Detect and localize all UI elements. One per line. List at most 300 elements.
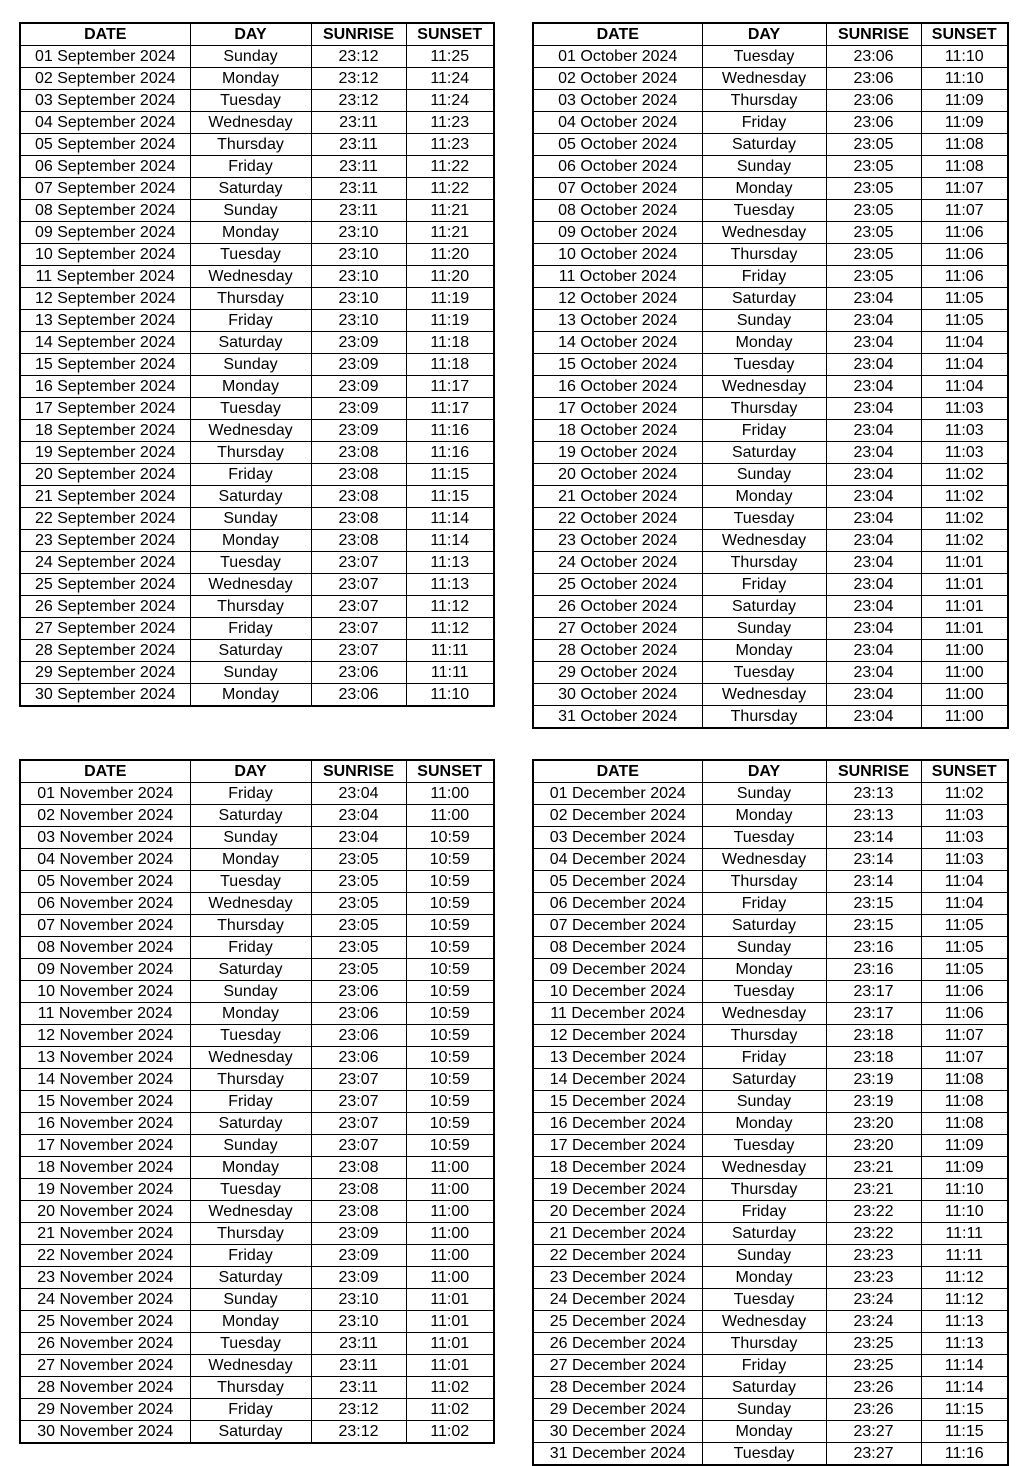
day-cell: Thursday	[702, 398, 826, 420]
date-cell: 03 November 2024	[20, 827, 190, 849]
sunrise-cell: 23:26	[826, 1399, 921, 1421]
day-cell: Saturday	[702, 288, 826, 310]
table-row	[20, 508, 494, 530]
sunset-cell: 11:01	[406, 1355, 494, 1377]
table-row	[533, 552, 1008, 574]
sunset-cell: 10:59	[406, 871, 494, 893]
date-cell: 10 September 2024	[20, 244, 190, 266]
sunrise-cell: 23:24	[826, 1289, 921, 1311]
date-cell: 06 December 2024	[533, 893, 702, 915]
table-row	[20, 200, 494, 222]
day-cell: Wednesday	[702, 68, 826, 90]
sunset-cell: 11:16	[406, 442, 494, 464]
day-cell: Thursday	[190, 1223, 311, 1245]
sunset-cell: 11:03	[921, 442, 1008, 464]
table-row	[533, 827, 1008, 849]
day-cell: Thursday	[702, 552, 826, 574]
date-cell: 22 November 2024	[20, 1245, 190, 1267]
sunrise-cell: 23:09	[311, 332, 406, 354]
day-cell: Friday	[190, 783, 311, 805]
sunrise-cell: 23:10	[311, 310, 406, 332]
date-cell: 06 September 2024	[20, 156, 190, 178]
table-row	[533, 1179, 1008, 1201]
table-row	[20, 1311, 494, 1333]
sunset-cell: 11:04	[921, 376, 1008, 398]
sunrise-cell: 23:21	[826, 1157, 921, 1179]
sunrise-cell: 23:27	[826, 1443, 921, 1466]
date-cell: 12 October 2024	[533, 288, 702, 310]
day-cell: Tuesday	[702, 981, 826, 1003]
table-row	[533, 530, 1008, 552]
day-cell: Saturday	[702, 1223, 826, 1245]
table-row	[533, 200, 1008, 222]
sunrise-cell: 23:06	[311, 684, 406, 707]
date-cell: 05 September 2024	[20, 134, 190, 156]
sunset-cell: 11:00	[921, 706, 1008, 729]
sunset-cell: 10:59	[406, 1113, 494, 1135]
day-cell: Wednesday	[190, 1201, 311, 1223]
day-cell: Saturday	[702, 1377, 826, 1399]
day-cell: Thursday	[702, 1025, 826, 1047]
sunset-cell: 11:01	[921, 596, 1008, 618]
sunset-cell: 11:06	[921, 222, 1008, 244]
sunrise-cell: 23:04	[826, 574, 921, 596]
date-cell: 23 September 2024	[20, 530, 190, 552]
date-cell: 05 October 2024	[533, 134, 702, 156]
date-cell: 08 October 2024	[533, 200, 702, 222]
sunrise-cell: 23:05	[311, 937, 406, 959]
day-header: DAY	[702, 23, 826, 46]
sunrise-cell: 23:08	[311, 486, 406, 508]
day-cell: Monday	[190, 1157, 311, 1179]
date-cell: 17 December 2024	[533, 1135, 702, 1157]
sunrise-cell: 23:06	[311, 1025, 406, 1047]
sunrise-cell: 23:04	[826, 442, 921, 464]
sunrise-cell: 23:04	[826, 552, 921, 574]
day-cell: Sunday	[702, 1245, 826, 1267]
date-cell: 06 November 2024	[20, 893, 190, 915]
table-row	[533, 1399, 1008, 1421]
sunset-cell: 11:11	[921, 1223, 1008, 1245]
date-cell: 08 September 2024	[20, 200, 190, 222]
sunrise-cell: 23:23	[826, 1267, 921, 1289]
day-cell: Wednesday	[702, 849, 826, 871]
sunrise-cell: 23:09	[311, 1223, 406, 1245]
table-row	[533, 68, 1008, 90]
date-header: DATE	[20, 23, 190, 46]
sunrise-cell: 23:10	[311, 1311, 406, 1333]
table-row	[533, 1025, 1008, 1047]
sunset-cell: 11:14	[406, 530, 494, 552]
table-row	[20, 156, 494, 178]
table-row	[20, 332, 494, 354]
table-row	[533, 1047, 1008, 1069]
day-cell: Thursday	[190, 288, 311, 310]
date-cell: 03 September 2024	[20, 90, 190, 112]
sunset-cell: 11:13	[406, 574, 494, 596]
sunrise-cell: 23:05	[826, 178, 921, 200]
sunset-cell: 11:02	[406, 1421, 494, 1444]
table-row	[533, 1157, 1008, 1179]
table-row	[533, 1245, 1008, 1267]
date-cell: 13 October 2024	[533, 310, 702, 332]
sunrise-cell: 23:06	[311, 981, 406, 1003]
day-cell: Saturday	[190, 805, 311, 827]
sunrise-cell: 23:12	[311, 1421, 406, 1444]
table-row	[20, 398, 494, 420]
date-cell: 12 September 2024	[20, 288, 190, 310]
sunset-cell: 11:01	[921, 618, 1008, 640]
sunset-cell: 11:12	[921, 1289, 1008, 1311]
sunrise-cell: 23:05	[826, 200, 921, 222]
table-row	[20, 486, 494, 508]
date-cell: 02 November 2024	[20, 805, 190, 827]
date-cell: 20 September 2024	[20, 464, 190, 486]
sunset-cell: 11:10	[921, 68, 1008, 90]
date-cell: 13 December 2024	[533, 1047, 702, 1069]
table-row	[20, 1201, 494, 1223]
sunrise-cell: 23:24	[826, 1311, 921, 1333]
date-cell: 14 October 2024	[533, 332, 702, 354]
day-cell: Monday	[190, 684, 311, 707]
table-row	[20, 134, 494, 156]
date-cell: 29 December 2024	[533, 1399, 702, 1421]
date-cell: 26 September 2024	[20, 596, 190, 618]
table-row	[20, 1267, 494, 1289]
day-cell: Saturday	[190, 1267, 311, 1289]
sunset-cell: 11:07	[921, 178, 1008, 200]
sunset-cell: 11:04	[921, 354, 1008, 376]
date-cell: 24 September 2024	[20, 552, 190, 574]
date-cell: 14 December 2024	[533, 1069, 702, 1091]
date-cell: 27 October 2024	[533, 618, 702, 640]
sunset-cell: 11:02	[921, 783, 1008, 805]
day-cell: Saturday	[702, 596, 826, 618]
date-cell: 09 December 2024	[533, 959, 702, 981]
date-cell: 21 November 2024	[20, 1223, 190, 1245]
day-cell: Friday	[702, 266, 826, 288]
table-row	[20, 222, 494, 244]
day-cell: Thursday	[702, 90, 826, 112]
date-cell: 04 October 2024	[533, 112, 702, 134]
date-cell: 01 December 2024	[533, 783, 702, 805]
date-cell: 15 November 2024	[20, 1091, 190, 1113]
date-cell: 28 November 2024	[20, 1377, 190, 1399]
date-cell: 24 December 2024	[533, 1289, 702, 1311]
day-cell: Thursday	[190, 915, 311, 937]
sunrise-cell: 23:17	[826, 1003, 921, 1025]
sunset-cell: 11:03	[921, 420, 1008, 442]
sunrise-cell: 23:05	[826, 156, 921, 178]
day-cell: Sunday	[190, 827, 311, 849]
sunrise-cell: 23:07	[311, 1113, 406, 1135]
sunset-header: SUNSET	[406, 760, 494, 783]
date-cell: 18 November 2024	[20, 1157, 190, 1179]
sunrise-cell: 23:07	[311, 1091, 406, 1113]
day-cell: Friday	[190, 618, 311, 640]
date-cell: 02 October 2024	[533, 68, 702, 90]
date-cell: 27 November 2024	[20, 1355, 190, 1377]
sunset-cell: 11:03	[921, 849, 1008, 871]
sunset-cell: 11:14	[921, 1377, 1008, 1399]
day-cell: Saturday	[190, 1421, 311, 1444]
day-cell: Monday	[702, 959, 826, 981]
table-row	[20, 1355, 494, 1377]
date-cell: 07 October 2024	[533, 178, 702, 200]
date-cell: 23 October 2024	[533, 530, 702, 552]
sunrise-cell: 23:20	[826, 1135, 921, 1157]
sunset-cell: 11:11	[921, 1245, 1008, 1267]
date-cell: 25 December 2024	[533, 1311, 702, 1333]
day-cell: Monday	[702, 1421, 826, 1443]
sunset-cell: 11:04	[921, 332, 1008, 354]
table-row	[20, 68, 494, 90]
day-cell: Thursday	[702, 706, 826, 729]
date-cell: 21 September 2024	[20, 486, 190, 508]
day-cell: Monday	[702, 178, 826, 200]
day-cell: Friday	[702, 1201, 826, 1223]
sunset-cell: 11:10	[406, 684, 494, 707]
date-cell: 12 November 2024	[20, 1025, 190, 1047]
sunset-cell: 11:08	[921, 1069, 1008, 1091]
table-row	[533, 618, 1008, 640]
date-cell: 18 October 2024	[533, 420, 702, 442]
table-row	[533, 376, 1008, 398]
sunset-cell: 11:03	[921, 398, 1008, 420]
sunrise-cell: 23:06	[311, 662, 406, 684]
table-row	[20, 1047, 494, 1069]
sunset-cell: 11:00	[921, 662, 1008, 684]
sunset-cell: 11:05	[921, 310, 1008, 332]
table-row	[20, 178, 494, 200]
day-cell: Wednesday	[190, 266, 311, 288]
table-row	[20, 1069, 494, 1091]
table-row	[533, 332, 1008, 354]
sunset-cell: 11:02	[921, 508, 1008, 530]
day-cell: Tuesday	[702, 1443, 826, 1466]
date-cell: 17 November 2024	[20, 1135, 190, 1157]
day-cell: Wednesday	[190, 574, 311, 596]
sunset-cell: 11:09	[921, 1157, 1008, 1179]
table-header-row	[533, 760, 1008, 783]
date-cell: 08 November 2024	[20, 937, 190, 959]
date-cell: 03 December 2024	[533, 827, 702, 849]
table-row	[533, 1201, 1008, 1223]
table-row	[20, 596, 494, 618]
sunrise-cell: 23:05	[311, 915, 406, 937]
sunrise-cell: 23:14	[826, 827, 921, 849]
day-cell: Friday	[702, 112, 826, 134]
sunrise-cell: 23:04	[826, 640, 921, 662]
date-cell: 15 October 2024	[533, 354, 702, 376]
sunrise-cell: 23:18	[826, 1047, 921, 1069]
sunrise-cell: 23:08	[311, 1157, 406, 1179]
table-row	[533, 222, 1008, 244]
table-row	[533, 706, 1008, 729]
sunrise-cell: 23:04	[826, 310, 921, 332]
sunrise-cell: 23:04	[826, 662, 921, 684]
day-cell: Tuesday	[190, 871, 311, 893]
sunrise-cell: 23:09	[311, 420, 406, 442]
sunset-cell: 11:10	[921, 1179, 1008, 1201]
date-cell: 09 November 2024	[20, 959, 190, 981]
date-cell: 15 December 2024	[533, 1091, 702, 1113]
table-row	[533, 1377, 1008, 1399]
sunrise-cell: 23:09	[311, 1267, 406, 1289]
sunrise-header: SUNRISE	[311, 760, 406, 783]
date-cell: 23 November 2024	[20, 1267, 190, 1289]
sunrise-cell: 23:08	[311, 530, 406, 552]
sunset-cell: 11:02	[921, 464, 1008, 486]
sunset-cell: 11:01	[406, 1311, 494, 1333]
sunset-cell: 10:59	[406, 1025, 494, 1047]
sunrise-cell: 23:19	[826, 1069, 921, 1091]
sunrise-cell: 23:15	[826, 893, 921, 915]
sunset-cell: 11:00	[406, 1179, 494, 1201]
sunrise-cell: 23:11	[311, 156, 406, 178]
sunset-cell: 11:08	[921, 134, 1008, 156]
date-cell: 04 December 2024	[533, 849, 702, 871]
date-cell: 26 November 2024	[20, 1333, 190, 1355]
table-row	[20, 684, 494, 707]
date-cell: 30 December 2024	[533, 1421, 702, 1443]
day-cell: Sunday	[190, 200, 311, 222]
date-cell: 16 November 2024	[20, 1113, 190, 1135]
day-cell: Friday	[702, 574, 826, 596]
table-row	[20, 959, 494, 981]
date-cell: 10 November 2024	[20, 981, 190, 1003]
sunrise-cell: 23:21	[826, 1179, 921, 1201]
day-cell: Tuesday	[190, 1179, 311, 1201]
date-cell: 29 October 2024	[533, 662, 702, 684]
date-cell: 27 September 2024	[20, 618, 190, 640]
day-cell: Monday	[190, 68, 311, 90]
sunrise-cell: 23:07	[311, 1069, 406, 1091]
sunrise-sunset-table-november	[19, 759, 495, 1444]
date-cell: 19 November 2024	[20, 1179, 190, 1201]
date-cell: 28 September 2024	[20, 640, 190, 662]
sunset-cell: 11:05	[921, 959, 1008, 981]
date-cell: 19 October 2024	[533, 442, 702, 464]
table-row	[20, 420, 494, 442]
day-cell: Thursday	[190, 442, 311, 464]
date-cell: 09 September 2024	[20, 222, 190, 244]
sunset-cell: 10:59	[406, 937, 494, 959]
sunset-cell: 10:59	[406, 849, 494, 871]
sunrise-header: SUNRISE	[311, 23, 406, 46]
day-cell: Saturday	[190, 332, 311, 354]
table-row	[20, 1113, 494, 1135]
day-cell: Monday	[190, 1003, 311, 1025]
sunrise-cell: 23:12	[311, 68, 406, 90]
date-cell: 25 September 2024	[20, 574, 190, 596]
sunset-header: SUNSET	[921, 23, 1008, 46]
day-cell: Thursday	[190, 1069, 311, 1091]
sunrise-cell: 23:05	[826, 134, 921, 156]
sunset-cell: 11:11	[406, 662, 494, 684]
table-row	[533, 156, 1008, 178]
table-row	[20, 310, 494, 332]
table-row	[20, 640, 494, 662]
date-cell: 29 September 2024	[20, 662, 190, 684]
day-cell: Wednesday	[190, 1047, 311, 1069]
day-cell: Friday	[190, 156, 311, 178]
day-cell: Friday	[702, 1047, 826, 1069]
date-cell: 18 September 2024	[20, 420, 190, 442]
date-cell: 22 December 2024	[533, 1245, 702, 1267]
sunset-cell: 11:00	[406, 1223, 494, 1245]
table-row	[533, 937, 1008, 959]
day-cell: Tuesday	[702, 354, 826, 376]
sunrise-cell: 23:05	[826, 244, 921, 266]
date-cell: 18 December 2024	[533, 1157, 702, 1179]
day-cell: Saturday	[190, 640, 311, 662]
sunrise-cell: 23:05	[311, 871, 406, 893]
sunset-cell: 11:22	[406, 178, 494, 200]
sunrise-cell: 23:06	[826, 112, 921, 134]
sunset-cell: 11:05	[921, 937, 1008, 959]
day-cell: Monday	[702, 1267, 826, 1289]
day-cell: Thursday	[702, 871, 826, 893]
sunset-cell: 10:59	[406, 981, 494, 1003]
day-cell: Sunday	[190, 981, 311, 1003]
day-cell: Monday	[702, 486, 826, 508]
table-row	[20, 849, 494, 871]
sunset-cell: 11:01	[406, 1289, 494, 1311]
day-cell: Monday	[702, 1113, 826, 1135]
table-row	[533, 178, 1008, 200]
table-row	[533, 1267, 1008, 1289]
table-header-row	[20, 23, 494, 46]
sunset-cell: 11:08	[921, 1091, 1008, 1113]
day-cell: Monday	[702, 640, 826, 662]
table-row	[20, 112, 494, 134]
sunset-cell: 11:00	[406, 1157, 494, 1179]
date-cell: 07 November 2024	[20, 915, 190, 937]
day-cell: Wednesday	[190, 1355, 311, 1377]
sunset-cell: 11:18	[406, 332, 494, 354]
table-row	[533, 134, 1008, 156]
sunset-cell: 11:09	[921, 1135, 1008, 1157]
sunrise-cell: 23:04	[826, 508, 921, 530]
date-cell: 23 December 2024	[533, 1267, 702, 1289]
sunrise-cell: 23:11	[311, 1377, 406, 1399]
table-row	[20, 618, 494, 640]
sunset-cell: 11:09	[921, 90, 1008, 112]
sunset-cell: 11:21	[406, 222, 494, 244]
table-row	[20, 354, 494, 376]
day-cell: Thursday	[190, 1377, 311, 1399]
table-row	[533, 310, 1008, 332]
sunrise-cell: 23:05	[311, 959, 406, 981]
date-cell: 27 December 2024	[533, 1355, 702, 1377]
sunrise-cell: 23:08	[311, 442, 406, 464]
table-row	[533, 1443, 1008, 1466]
table-row	[533, 266, 1008, 288]
table-row	[533, 420, 1008, 442]
date-cell: 01 November 2024	[20, 783, 190, 805]
sunrise-cell: 23:27	[826, 1421, 921, 1443]
table-row	[533, 871, 1008, 893]
table-row	[20, 90, 494, 112]
date-cell: 24 November 2024	[20, 1289, 190, 1311]
day-cell: Sunday	[702, 156, 826, 178]
sunrise-header: SUNRISE	[826, 760, 921, 783]
sunset-cell: 11:10	[921, 1201, 1008, 1223]
sunset-cell: 11:12	[406, 618, 494, 640]
sunrise-cell: 23:04	[826, 684, 921, 706]
day-cell: Wednesday	[190, 112, 311, 134]
